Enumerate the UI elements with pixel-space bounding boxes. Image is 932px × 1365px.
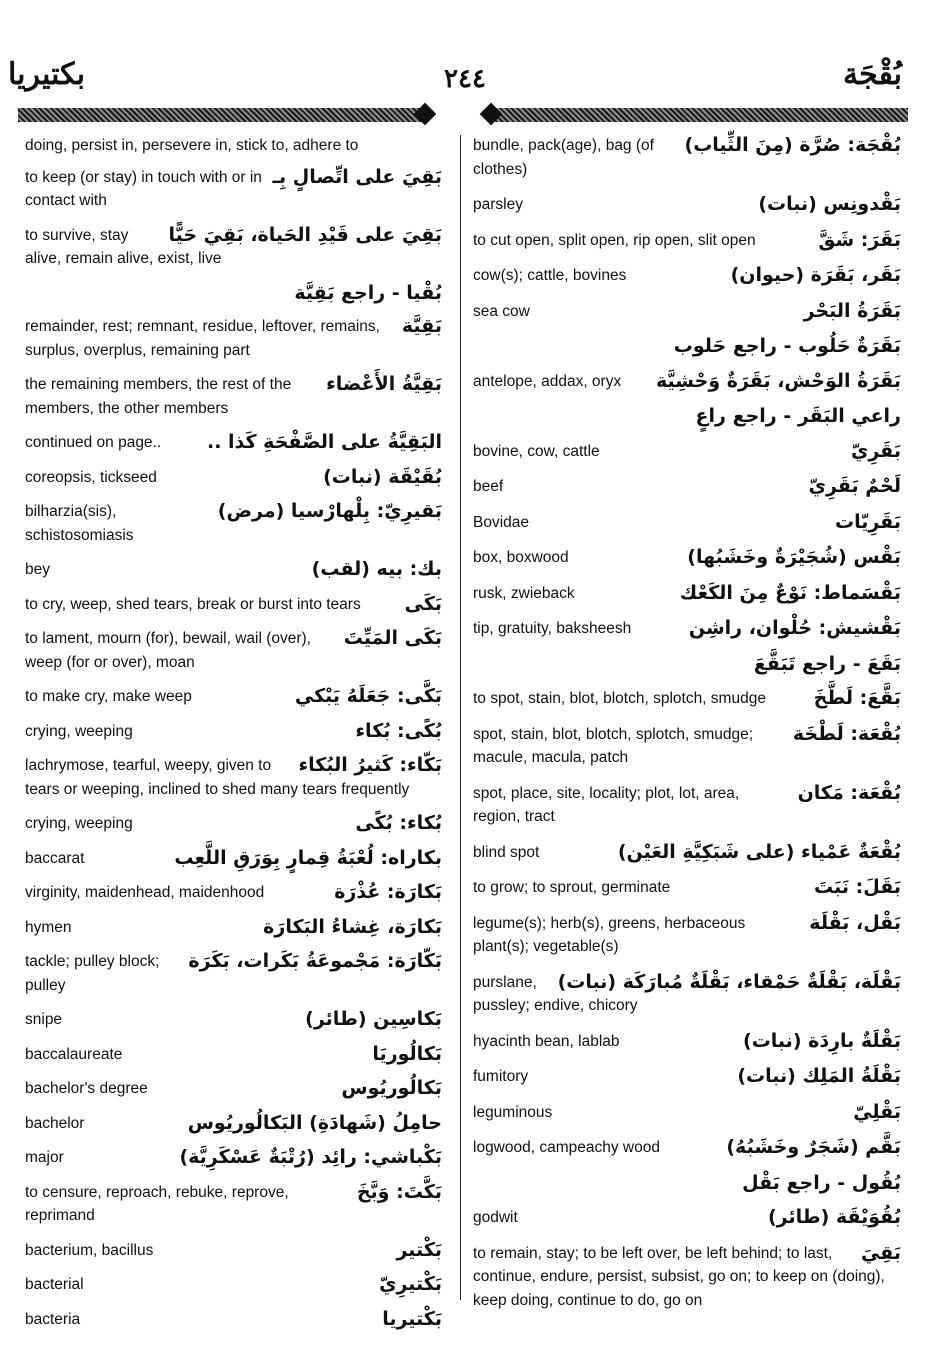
arabic-headword: بَكَى المَيِّتَ	[343, 627, 442, 649]
arabic-headword: بَقَّم (شَجَرٌ وخَشَبُهُ)	[726, 1136, 901, 1158]
arabic-headword: بَقْس (شُجَيْرَةٌ وخَشَبُها)	[687, 546, 901, 568]
english-definition: to survive, stay alive, remain alive, exist, live	[25, 226, 222, 267]
arabic-headword: بَقِيَ على اتِّصالٍ بِـ	[272, 165, 442, 188]
dictionary-entry	[25, 1181, 442, 1228]
dictionary-entry	[25, 627, 442, 674]
english-definition: spot, place, site, locality; plot, lot, area, region, tract	[473, 784, 740, 825]
arabic-headword: بَقْل، بَقْلَة	[809, 911, 901, 934]
arabic-headword: بَكَّى: جَعَلَهُ يَبْكي	[294, 685, 442, 707]
arabic-headword: بَقيرِيّ: بِلْهارْسيا (مرض)	[217, 500, 442, 522]
english-definition: bachelor	[25, 1114, 85, 1132]
dictionary-entry	[473, 335, 901, 358]
arabic-headword: بك: بيه (لقب)	[311, 558, 442, 580]
dictionary-entry	[473, 370, 901, 394]
dictionary-entry	[25, 134, 442, 158]
english-definition: bilharzia(sis), schistosomiasis	[25, 503, 134, 544]
dictionary-entry	[25, 720, 442, 744]
english-definition: hymen	[25, 918, 72, 936]
dictionary-entry	[25, 1043, 442, 1067]
dictionary-entry	[473, 912, 901, 959]
english-definition: logwood, campeachy wood	[473, 1139, 660, 1156]
dictionary-entry	[473, 1030, 901, 1054]
english-definition: antelope, addax, oryx	[473, 372, 622, 390]
arabic-headword: بَقَرَ: شَقَّ	[818, 228, 901, 251]
arabic-headword: بَكْتيريا	[382, 1307, 442, 1330]
dictionary-entry	[473, 134, 901, 181]
english-definition: legume(s); herb(s), greens, herbaceous plant(s); vegetable(s)	[473, 914, 746, 955]
english-definition: the remaining members, the rest of the members, the other members	[25, 376, 292, 417]
english-definition: sea cow	[473, 302, 530, 320]
arabic-headword: بَكّاء: كَثيرُ البُكاء	[298, 754, 442, 776]
dictionary-entry	[25, 1008, 442, 1032]
arabic-headword: بَقَلَ: نَبَتَ	[814, 876, 901, 898]
arabic-headword: بَقَرَةٌ حَلُوب - راجع حَلوب	[673, 335, 901, 357]
dictionary-entry	[25, 685, 442, 709]
dictionary-entry	[473, 1136, 901, 1160]
arabic-headword: بَكَى	[404, 592, 442, 615]
dictionary-entry	[473, 1101, 901, 1125]
arabic-headword: بَكارَة، غِشاءُ البَكارَة	[263, 915, 442, 938]
english-definition: crying, weeping	[25, 815, 133, 832]
arabic-headword: بَكْباشي: رائِد (رُتْبَةٌ عَسْكَرِيَّة)	[179, 1146, 442, 1168]
arabic-headword: بُقْعَة: لَطْخَة	[792, 722, 901, 745]
arabic-headword: البَقِيَّةُ على الصَّفْحَةِ كَذا ..	[206, 431, 442, 453]
english-definition: coreopsis, tickseed	[25, 468, 157, 486]
dictionary-entry	[473, 617, 901, 641]
dictionary-entry	[473, 687, 901, 711]
dictionary-entry	[473, 1242, 901, 1313]
english-definition: bachelor's degree	[25, 1080, 148, 1097]
left-column	[25, 134, 442, 1342]
arabic-headword: بَقَّعَ: لَطَّخَ	[813, 687, 901, 709]
arabic-headword: بُقْعَة: مَكان	[797, 781, 901, 804]
english-definition: beef	[473, 478, 504, 495]
dictionary-entry	[473, 440, 901, 464]
english-definition: bovine, cow, cattle	[473, 442, 600, 460]
arabic-headword: بُقُوَيْقَة (طائر)	[767, 1206, 901, 1228]
arabic-headword: بُقْجَة: صُرَّة (مِنَ الثِّياب)	[684, 134, 901, 156]
english-definition: remainder, rest; remnant, residue, leftover, remains, surplus, overplus, remaining part	[25, 318, 380, 359]
english-definition: baccalaureate	[25, 1045, 123, 1063]
english-definition: major	[25, 1149, 64, 1166]
arabic-headword: بَقِيَّة	[401, 315, 442, 337]
dictionary-entry	[473, 546, 901, 570]
arabic-headword: بَقَرَةُ البَحْر	[803, 299, 901, 322]
arabic-headword: بَقْلَةُ المَلِك (نبات)	[737, 1065, 901, 1087]
dictionary-entry	[25, 812, 442, 836]
dictionary-entry	[473, 300, 901, 324]
dictionary-entry	[473, 193, 901, 217]
english-definition: crying, weeping	[25, 722, 133, 740]
dictionary-entry	[25, 916, 442, 940]
dictionary-entry	[473, 582, 901, 606]
arabic-headword: بَكارَة: عُذْرَة	[334, 881, 442, 903]
english-definition: godwit	[473, 1209, 518, 1226]
english-definition: tip, gratuity, baksheesh	[473, 620, 632, 637]
dictionary-entry	[473, 971, 901, 1018]
dictionary-entry	[473, 876, 901, 900]
arabic-headword: بَقَرِيّات	[835, 510, 901, 533]
arabic-headword: بَقَرِيّ	[850, 439, 901, 462]
english-definition: Bovidae	[473, 513, 530, 531]
dictionary-entry	[473, 511, 901, 535]
english-definition: to keep (or stay) in touch with or in contact with	[25, 168, 262, 209]
dictionary-entry	[25, 224, 442, 271]
english-definition: to lament, mourn (for), bewail, wail (over), weep (for or over), moan	[25, 630, 311, 671]
arabic-headword: بُكاء: بُكًى	[355, 812, 442, 834]
dictionary-entry	[473, 1065, 901, 1089]
english-definition: fumitory	[473, 1068, 529, 1085]
english-definition: lachrymose, tearful, weepy, given to tears or weeping, inclined to shed many tears frequently	[25, 757, 410, 798]
header-rule-left	[18, 108, 426, 122]
dictionary-entry	[25, 500, 442, 547]
english-definition: box, boxwood	[473, 549, 569, 566]
dictionary-entry	[473, 229, 901, 253]
english-definition: to cry, weep, shed tears, break or burst into tears	[25, 595, 361, 613]
english-definition: to remain, stay; to be left over, be left behind; to last, continue, endure, persist, subsist, go on; to keep on (doing), keep doing, continue to do, go on	[473, 1244, 885, 1309]
english-definition: bey	[25, 561, 50, 578]
english-definition: bacterial	[25, 1276, 84, 1293]
header-rule-right	[490, 108, 908, 122]
arabic-headword: بَكّارَة: مَجْموعَةُ بَكَرات، بَكَرَة	[188, 950, 442, 972]
arabic-headword: بَكاسِين (طائر)	[305, 1008, 442, 1030]
dictionary-entry	[25, 754, 442, 801]
arabic-headword: بَقْسَماط: نَوْعٌ مِنَ الكَعْك	[679, 581, 901, 604]
english-definition: tackle; pulley block; pulley	[25, 953, 160, 994]
english-definition: hyacinth bean, lablab	[473, 1032, 620, 1050]
arabic-headword: بَقْشيش: حُلْوان، راشِن	[688, 617, 901, 639]
english-definition: rusk, zwieback	[473, 584, 575, 602]
arabic-headword: بَكالُوريَا	[372, 1042, 442, 1065]
dictionary-entry	[473, 264, 901, 288]
dictionary-entry	[473, 405, 901, 428]
arabic-headword: بَقِيَّةُ الأَعْضاء	[326, 373, 442, 395]
dictionary-entry	[25, 950, 442, 997]
dictionary-entry	[25, 1146, 442, 1170]
arabic-headword: راعي البَقَر - راجع راعٍ	[695, 405, 901, 427]
arabic-headword: بَكالُوريُوس	[341, 1077, 442, 1099]
arabic-headword: بَقْلَةٌ بارِدَة (نبات)	[743, 1029, 901, 1052]
dictionary-entry	[25, 1273, 442, 1297]
dictionary-entry	[25, 315, 442, 362]
english-definition: to spot, stain, blot, blotch, splotch, smudge	[473, 690, 766, 707]
arabic-headword: بُكًى: بُكاء	[355, 719, 442, 742]
header-word-right: بُقْجَة	[843, 57, 902, 92]
dictionary-entry	[25, 373, 442, 420]
dictionary-entry	[473, 475, 901, 499]
arabic-headword: بُقُول - راجع بَقْل	[742, 1171, 901, 1194]
arabic-headword: بَقْلِيّ	[853, 1100, 901, 1123]
arabic-headword: بكاراه: لُعْبَةُ قِمارٍ بِوَرَقِ اللَّعِب	[174, 846, 442, 869]
dictionary-entry	[25, 1077, 442, 1101]
arabic-headword: بُقَيْقَة (نبات)	[323, 465, 442, 488]
column-divider	[460, 135, 461, 1300]
dictionary-entry	[25, 166, 442, 213]
arabic-headword: بَقَرَةُ الوَحْش، بَقَرَةٌ وَحْشِيَّة	[656, 369, 901, 392]
english-definition: purslane, pussley; endive, chicory	[473, 973, 638, 1014]
arabic-headword: بُقْعَةٌ عَمْياء (على شَبَكِيَّةِ العَيْن)	[617, 840, 901, 863]
arabic-headword: بَكْتيرِيّ	[379, 1273, 442, 1295]
arabic-headword: بَقَعَ - راجع تَبَقَّعَ	[753, 652, 901, 675]
english-definition: continued on page..	[25, 434, 162, 451]
arabic-headword: بَكَّتَ: وَبَّخَ	[356, 1180, 442, 1203]
english-definition: parsley	[473, 196, 523, 213]
english-definition: to cut open, split open, rip open, slit open	[473, 231, 756, 249]
english-definition: baccarat	[25, 849, 85, 867]
english-definition: bacterium, bacillus	[25, 1241, 154, 1259]
english-definition: cow(s); cattle, bovines	[473, 267, 627, 284]
dictionary-entry	[25, 881, 442, 905]
dictionary-entry	[25, 1112, 442, 1136]
english-definition: doing, persist in, persevere in, stick to, adhere to	[25, 137, 359, 154]
page-number: ٢٤٤	[444, 64, 486, 94]
dictionary-entry	[473, 723, 901, 770]
dictionary-entry	[25, 282, 442, 305]
dictionary-entry	[473, 782, 901, 829]
english-definition: spot, stain, blot, blotch, splotch, smudge; macule, macula, patch	[473, 725, 754, 766]
arabic-headword: لَحْمٌ بَقَرِيّ	[808, 475, 901, 497]
dictionary-entry	[473, 1206, 901, 1230]
header-word-left: بكتيريا	[8, 57, 86, 92]
dictionary-entry	[25, 593, 442, 617]
dictionary-entry	[473, 653, 901, 676]
dictionary-entry	[473, 841, 901, 865]
arabic-headword: بُقْيا - راجع بَقِيَّة	[294, 281, 442, 304]
english-definition: to make cry, make weep	[25, 688, 192, 705]
dictionary-entry	[25, 847, 442, 871]
english-definition: snipe	[25, 1011, 63, 1028]
dictionary-entry	[25, 1239, 442, 1263]
english-definition: bacteria	[25, 1310, 81, 1328]
english-definition: virginity, maidenhead, maidenhood	[25, 884, 265, 901]
arabic-headword: بَقْلَة، بَقْلَةٌ حَمْقاء، بَقْلَةٌ مُبارَكَة (نبات)	[557, 970, 901, 993]
dictionary-entry	[25, 431, 442, 455]
arabic-headword: حامِلُ (شَهادَةِ) البَكالُوريُوس	[187, 1111, 442, 1134]
arabic-headword: بَقِيَ على قَيْدِ الحَياة، بَقِيَ حَيًّا	[168, 223, 442, 246]
dictionary-entry	[25, 466, 442, 490]
dictionary-entry	[473, 1172, 901, 1195]
arabic-headword: بَقَر، بَقَرَة (حيوان)	[730, 264, 901, 286]
dictionary-entry	[25, 558, 442, 582]
english-definition: blind spot	[473, 843, 540, 861]
english-definition: to censure, reproach, rebuke, reprove, reprimand	[25, 1183, 289, 1224]
right-column	[473, 134, 901, 1324]
english-definition: bundle, pack(age), bag (of clothes)	[473, 137, 654, 178]
arabic-headword: بَقِيَ	[860, 1241, 901, 1264]
arabic-headword: بَكْتير	[396, 1238, 442, 1261]
english-definition: leguminous	[473, 1103, 553, 1121]
arabic-headword: بَقْدونِس (نبات)	[758, 193, 901, 215]
english-definition: to grow; to sprout, germinate	[473, 879, 671, 896]
dictionary-entry	[25, 1308, 442, 1332]
